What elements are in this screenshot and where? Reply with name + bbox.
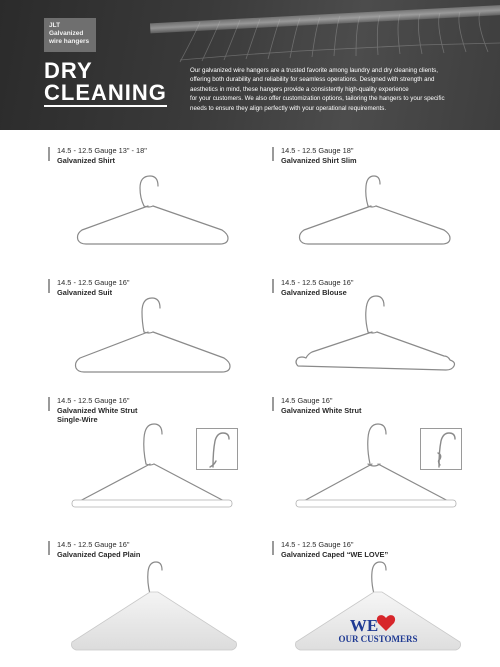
intro-line: for your customers. We also offer customization options, tailoring the hangers to your specific <box>190 95 445 103</box>
product-spec: 14.5 - 12.5 Gauge 18" <box>281 146 354 155</box>
product-spec: 14.5 - 12.5 Gauge 13" - 18" <box>57 146 147 155</box>
brand-tag-line2: Galvanized <box>49 30 84 37</box>
white-strut-single-hanger-image <box>62 420 242 514</box>
accent-bar <box>272 279 274 293</box>
product-label <box>281 146 357 165</box>
shirt-hanger-image <box>62 170 242 246</box>
product-name: Galvanized Caped Plain <box>57 549 141 559</box>
brand-tag-line3: wire hangers <box>49 38 90 45</box>
intro-line: aesthetics in mind, these hangers provide a consistently high-quality experience <box>190 85 409 93</box>
product-spec: 14.5 - 12.5 Gauge 16" <box>57 540 130 549</box>
shirt-slim-hanger-image <box>284 170 464 246</box>
white-strut-hanger-image <box>286 420 466 514</box>
accent-bar <box>272 397 274 411</box>
product-spec: 14.5 - 12.5 Gauge 16" <box>281 540 354 549</box>
cape-print-tagline: OUR CUSTOMERS <box>338 634 418 644</box>
caped-plain-hanger-image <box>66 560 242 656</box>
product-spec: 14.5 - 12.5 Gauge 16" <box>57 396 130 405</box>
product-spec: 14.5 Gauge 16" <box>281 396 333 405</box>
product-name: Galvanized Blouse <box>281 287 347 297</box>
intro-paragraph <box>190 66 480 113</box>
intro-line: Our galvanized wire hangers are a trusted favorite among laundry and dry cleaning clients, <box>190 67 438 74</box>
product-name: Galvanized White Strut <box>281 405 362 415</box>
page-title <box>44 60 167 107</box>
accent-bar <box>272 147 274 161</box>
suit-hanger-image <box>62 292 242 374</box>
blouse-hanger-image <box>286 290 466 374</box>
accent-bar <box>48 147 50 161</box>
product-name: Galvanized Shirt Slim <box>281 155 357 165</box>
product-spec: 14.5 - 12.5 Gauge 16" <box>281 278 354 287</box>
product-name: Galvanized White Strut <box>57 405 138 415</box>
product-name: Galvanized Shirt <box>57 155 115 165</box>
product-label <box>281 396 362 415</box>
product-label <box>57 540 140 559</box>
page-title-line2: CLEANING <box>44 80 167 105</box>
page-title-line1: DRY <box>44 58 93 83</box>
product-name: Galvanized Suit <box>57 287 113 297</box>
header-banner <box>0 0 500 130</box>
product-label <box>57 146 147 165</box>
product-name: Galvanized Caped “WE LOVE” <box>281 549 389 559</box>
accent-bar <box>48 397 50 411</box>
intro-line: offering both durability and reliability for seamless operations. Designed with strength and <box>190 76 435 84</box>
accent-bar <box>48 279 50 293</box>
product-label <box>281 540 388 559</box>
accent-bar <box>48 541 50 555</box>
intro-line: needs to ensure they align perfectly with your operational requirements. <box>190 104 387 112</box>
product-name-line2: Single-Wire <box>57 415 98 424</box>
caped-we-love-hanger-image <box>290 560 466 656</box>
accent-bar <box>272 541 274 555</box>
product-spec: 14.5 - 12.5 Gauge 16" <box>57 278 130 287</box>
brand-tag <box>44 18 96 52</box>
brand-tag-line1: JLT <box>49 22 61 29</box>
cape-print-we: WE <box>349 616 379 635</box>
